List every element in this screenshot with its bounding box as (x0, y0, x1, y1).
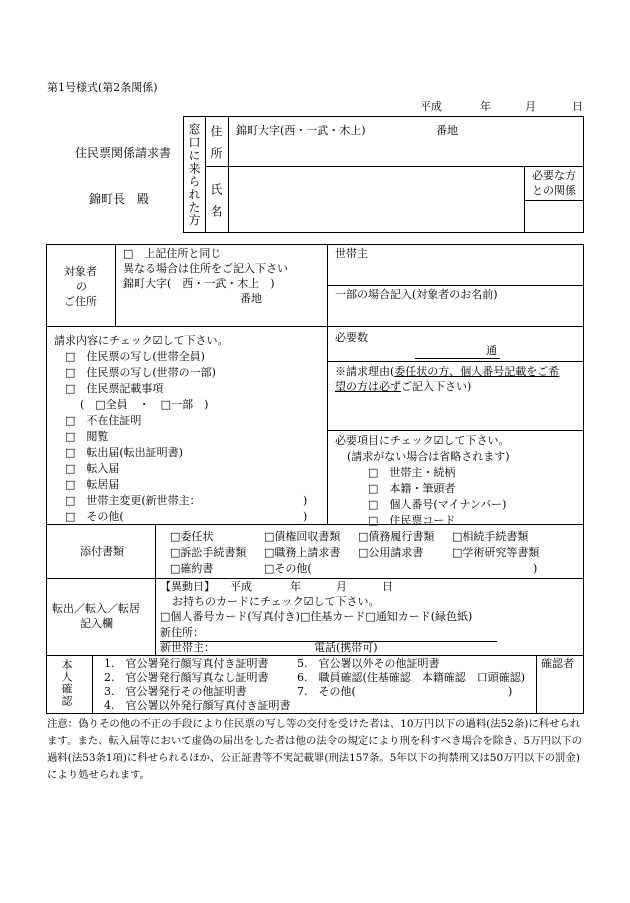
attach-debt-collection[interactable]: □債権回収書類 (264, 530, 341, 543)
attach-public-request[interactable]: □公用請求書 (358, 546, 424, 559)
id-option-7-close: ) (508, 685, 513, 698)
request-item-5[interactable]: □ 閲覧 (65, 430, 109, 443)
moving-label-1: 転出／転入／転居 (52, 602, 140, 615)
attach-pledge[interactable]: □確約書 (170, 562, 214, 575)
check-item-3[interactable]: □ 個人番号(マイナンバー) (368, 498, 507, 511)
name-label: 氏名 (209, 183, 223, 227)
id-option-3[interactable]: 3. 官公署発行その他証明書 (104, 685, 247, 698)
form-title: 住民票関係請求書 (75, 146, 172, 160)
id-option-6[interactable]: 6. 職員確認(住基確認 本籍確認 口頭確認) (297, 671, 526, 684)
check-heading: 必要項目にチェック☑して下さい。 (335, 434, 510, 447)
household-head-label: 世帯主 (335, 247, 368, 260)
id-option-1[interactable]: 1. 官公署発行顔写真付き証明書 (104, 657, 269, 670)
recipient: 錦町長 殿 (89, 192, 150, 206)
request-item-10-close: ) (303, 510, 308, 523)
check-subnote: (請求がない場合は省略されます) (347, 450, 510, 463)
id-option-4[interactable]: 4. 官公署以外発行顔写真付き証明書 (104, 699, 291, 712)
reason-line-2: 望の方は必ずご記入下さい) (335, 380, 472, 393)
check-item-1[interactable]: □ 世帯主・続柄 (368, 466, 456, 479)
card-heading: お持ちのカードにチェック☑して下さい。 (172, 595, 380, 608)
attach-debt-performance[interactable]: □債務履行書類 (358, 530, 435, 543)
id-option-2[interactable]: 2. 官公署発行顔写真なし証明書 (104, 671, 269, 684)
request-item-2[interactable]: □ 住民票の写し(世帯の一部) (65, 366, 216, 379)
target-label-1: 対象者 (64, 265, 97, 278)
target-label-3: ご住所 (64, 295, 97, 308)
applicant-label: 窓口に来られた方 (187, 123, 201, 227)
check-item-2[interactable]: □ 本籍・筆頭者 (368, 482, 456, 495)
move-date-year: 年 (290, 580, 301, 593)
confirmer-label: 確認者 (541, 657, 574, 670)
new-head-label: 新世帯主： (160, 641, 215, 654)
new-address-label: 新住所： (160, 626, 204, 639)
request-item-3-scope[interactable]: ( □全員 ・ □一部 ) (80, 398, 209, 411)
form-number: 第1号様式(第2条関係) (47, 81, 158, 94)
target-address: 錦町大字( 西・一武・木上 ) (123, 277, 275, 290)
target-banchi: 番地 (240, 292, 262, 305)
attach-academic[interactable]: □学術研究等書類 (452, 546, 540, 559)
target-label-2: の (76, 280, 87, 293)
phone-label: 電話(携帯可) (314, 641, 378, 654)
request-item-4[interactable]: □ 不在住証明 (65, 414, 142, 427)
request-item-10[interactable]: □ その他( (65, 510, 124, 523)
move-date-era: 平成 (230, 580, 252, 593)
attach-inheritance[interactable]: □相続手続書類 (452, 530, 529, 543)
attach-other-close: ) (533, 562, 538, 575)
request-item-9-close: ) (303, 494, 308, 507)
relation-label-2: との関係 (532, 184, 576, 197)
request-item-7[interactable]: □ 転入届 (65, 462, 120, 475)
date-year: 年 (480, 100, 491, 113)
request-item-3[interactable]: □ 住民票記載事項 (65, 382, 164, 395)
copies-unit: 通 (486, 344, 497, 357)
request-item-9[interactable]: □ 世帯主変更(新世帯主： (65, 494, 201, 507)
request-item-6[interactable]: □ 転出届(転出証明書) (65, 446, 183, 459)
attach-official-request[interactable]: □職務上請求書 (264, 546, 341, 559)
legal-notice: 注意：偽りその他の不正の手段により住民票の写し等の交付を受けた者は、10万円以下の過料(法52条)に科せられます。また、転入届等において虚偽の届出をした者は他の法令の規定により刑を科すべき場合を除き、5万円以下の過料(法53条1項)に科せられるほか、公正証書等不実記載罪(刑法157条。5年以下の拘禁刑又は50万円以下の罰金)により処せられます。 (47, 718, 583, 781)
partial-name-label: 一部の場合記入(対象者のお名前) (335, 288, 498, 301)
id-option-5[interactable]: 5. 官公署以外その他証明書 (297, 657, 440, 670)
address-label: 住所 (209, 125, 223, 169)
moving-label-2: 記入欄 (80, 617, 113, 630)
move-date-label: 【異動日】 (160, 580, 215, 593)
date-day: 日 (572, 100, 583, 113)
attach-other[interactable]: □その他( (264, 562, 312, 575)
reason-line-1: ※請求理由(委任状の方、個人番号記載をご希 (335, 365, 560, 378)
same-address-check[interactable]: □ 上記住所と同じ (123, 247, 222, 260)
other-address-note: 異なる場合は住所をご記入下さい (123, 262, 288, 275)
check-item-4[interactable]: □ 住民票コード (368, 514, 456, 527)
request-item-8[interactable]: □ 転居届 (65, 478, 120, 491)
copies-label: 必要数 (335, 331, 368, 344)
identity-label: 本人確認 (60, 659, 73, 707)
id-option-7[interactable]: 7. その他( (297, 685, 356, 698)
attachments-label: 添付書類 (80, 545, 124, 558)
date-era: 平成 (420, 100, 442, 113)
attach-power-of-attorney[interactable]: □委任状 (170, 530, 214, 543)
date-month: 月 (525, 100, 536, 113)
move-date-month: 月 (336, 580, 347, 593)
move-date-day: 日 (382, 580, 393, 593)
card-options[interactable]: □個人番号カード(写真付き)□住基カード□通知カード(緑色紙) (160, 610, 473, 623)
applicant-address: 錦町大字(西・一武・木上) (236, 124, 366, 137)
relation-label-1: 必要な方 (532, 169, 576, 182)
applicant-banchi: 番地 (436, 124, 458, 137)
request-item-1[interactable]: □ 住民票の写し(世帯全員) (65, 350, 205, 363)
request-heading: 請求内容にチェック☑して下さい。 (54, 334, 229, 347)
attach-litigation[interactable]: □訴訟手続書類 (170, 546, 247, 559)
